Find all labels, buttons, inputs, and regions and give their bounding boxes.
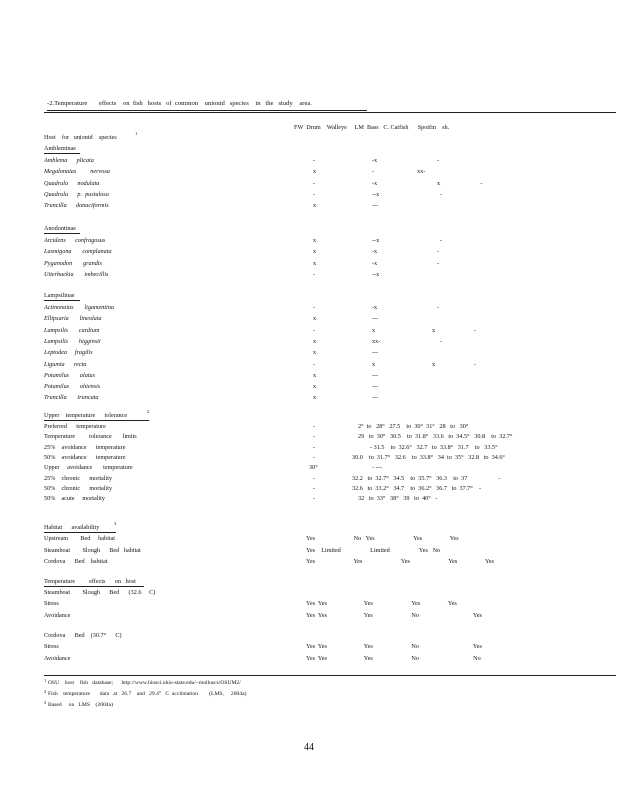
effects-underline (44, 586, 144, 587)
tolerance-values: 2° to 28° 27.5 to 30° 31° 28 to 30° (358, 423, 469, 430)
lm-bass-cell: - (372, 168, 375, 176)
other-cells: - (437, 259, 440, 267)
column-headers: FW Drum Walleye LM Bass C. Catfish Spotfin sh. (294, 124, 450, 131)
fw-drum-cell: x (313, 383, 317, 391)
tolerance-values: 29 to 30° 30.5 to 31.8° 33.6 to 34.5° 30.8 to 32.7° (358, 433, 513, 441)
title-underline (47, 110, 367, 111)
tolerance-label: 50% acute mortality (44, 495, 105, 503)
fw-drum-cell: x (313, 168, 317, 176)
other-cells: x - (432, 326, 476, 334)
footnote-text: Fish temperature data at 26.7 and 29.4° C acclimation (LMS, 2004a) (48, 691, 247, 697)
table-title: -2.Temperature effects on fish hosts of common unionid species in the study area. (47, 100, 312, 107)
footnote-text: OSU host fish database; http://www.biosci.ohio-state.edu/~molluscs/OSUM2/ (48, 680, 241, 686)
species-name: Potamilus ohiensis (44, 383, 101, 391)
page-number: 44 (304, 742, 314, 753)
other-cells: - (437, 248, 440, 256)
tolerance-fw-cell: - (313, 443, 316, 451)
effects-row-label: Stress (44, 600, 59, 607)
species-name: Arcidens confragosus (44, 237, 106, 244)
habitat-values: Yes No Yes Yes Yes (306, 535, 459, 542)
fw-drum-cell: x (313, 248, 317, 256)
lm-bass-cell: --x (372, 190, 380, 198)
tolerance-values: 32 to 33° 38° 39 to 40° - (358, 495, 438, 503)
habitat-underline (44, 532, 116, 533)
species-name: Lasmigona complanata (44, 248, 112, 256)
tolerance-values: 30.0 to 31.7° 32.6 to 33.8° 34 to 35° 32.8 to 34.6° (352, 453, 505, 461)
fw-drum-cell: - (313, 326, 316, 334)
tolerance-values: - 31.5 to 32.6° 32.7 to 33.8° 31.7 to 33.5° (370, 443, 498, 451)
tolerance-fw-cell: - (313, 474, 316, 482)
tolerance-heading-sup: 2 (147, 409, 150, 414)
other-cells: - (437, 304, 440, 311)
tolerance-label: 50% avoidance temperature (44, 453, 126, 461)
footnote-sup: 3 (44, 700, 47, 705)
tolerance-label: Preferred temperature (44, 423, 106, 430)
fw-drum-cell: x (313, 371, 317, 379)
species-name: Utterbackia imbecillis (44, 270, 109, 278)
species-name: Lampsilis higginsii (44, 337, 101, 345)
species-name: Leptodea fragilis (44, 349, 93, 357)
species-name: Potamilus alatus (44, 371, 96, 379)
fw-drum-cell: - (313, 179, 316, 187)
lm-bass-cell: -x (372, 304, 378, 311)
tolerance-fw-cell: - (313, 484, 316, 492)
species-name: Actinonaias ligamentina (44, 304, 114, 311)
species-name: Ellipsaria lineolata (44, 315, 102, 323)
footnote-text: Based on LMS (2004a) (48, 702, 113, 708)
tolerance-label: 50% chronic mortality (44, 484, 113, 492)
other-cells: - (440, 337, 443, 345)
other-cells: - (440, 190, 443, 198)
lm-bass-cell: --- (372, 383, 379, 391)
effects-values: Yes Yes Yes No No (306, 654, 481, 662)
lm-bass-cell: xx- (372, 337, 381, 345)
tolerance-fw-cell: 30° (309, 464, 318, 472)
lm-bass-cell: -x (372, 259, 378, 267)
tolerance-values: 32.6 to 33.2° 34.7 to 36.2° 36.7 to 37.7° - (352, 484, 482, 492)
species-name: Ligumia recta (44, 360, 87, 368)
tolerance-fw-cell: - (313, 423, 316, 430)
habitat-label: Cordova Bed habitat (44, 558, 108, 565)
host-label: Host for unionid species (44, 134, 117, 141)
table-bottom-rule (44, 675, 616, 676)
habitat-heading: Habitat availability (44, 524, 100, 531)
lm-bass-cell: --- (372, 315, 379, 323)
tolerance-fw-cell: - (313, 453, 316, 461)
tolerance-label: 25% chronic mortality (44, 474, 113, 482)
tolerance-values: - --- (372, 464, 382, 472)
fw-drum-cell: x (313, 394, 317, 402)
lm-bass-cell: --- (372, 394, 379, 402)
host-label-sup: 1 (135, 131, 138, 136)
fw-drum-cell: x (313, 259, 317, 267)
effects-row-label: Stress (44, 643, 59, 650)
effects-block-label: Cordova Bed (30.7° C) (44, 632, 122, 639)
tolerance-label: Temperature tolerance limits (44, 433, 137, 441)
species-name: Truncilla truncata (44, 394, 99, 402)
lm-bass-cell: -x (372, 248, 378, 256)
species-name: Quadrula p. pustulosa (44, 190, 109, 198)
fw-drum-cell: x (313, 202, 317, 210)
effects-heading: Temperature effects on host (44, 578, 136, 585)
effects-row-label: Avoidance (44, 654, 71, 662)
other-cells: x - (437, 179, 483, 187)
fw-drum-cell: - (313, 304, 316, 311)
lm-bass-cell: x (372, 326, 376, 334)
fw-drum-cell: - (313, 190, 316, 198)
species-name: Megalonaias nervosa (44, 168, 110, 176)
fw-drum-cell: x (313, 349, 317, 357)
other-cells: xx- (417, 168, 426, 176)
other-cells: x - (432, 360, 476, 368)
tolerance-heading: Upper temperature tolerance (44, 412, 128, 419)
section-underline (44, 153, 80, 154)
section-underline (44, 300, 80, 301)
effects-values: Yes Yes Yes No Yes (306, 611, 482, 619)
species-name: Amblema plicata (44, 157, 94, 164)
lm-bass-cell: -x (372, 179, 378, 187)
species-name: Pyganodon grandis (44, 259, 102, 267)
habitat-heading-sup: 3 (114, 521, 117, 526)
tolerance-label: 25% avoidance temperature (44, 443, 126, 451)
habitat-values: Yes Yes Yes Yes Yes (306, 558, 494, 565)
lm-bass-cell: --- (372, 371, 379, 379)
fw-drum-cell: x (313, 237, 317, 244)
lm-bass-cell: --- (372, 349, 379, 357)
lm-bass-cell: --- (372, 202, 379, 210)
footnote-sup: 2 (44, 689, 47, 694)
other-cells: - (440, 237, 443, 244)
section-heading: Lampsilinae (44, 292, 75, 299)
effects-values: Yes Yes Yes Yes Yes (306, 600, 457, 607)
fw-drum-cell: - (313, 157, 316, 164)
lm-bass-cell: x (372, 360, 376, 368)
section-underline (44, 233, 80, 234)
tolerance-values: 32.2 to 32.7° 34.5 to 35.7° 36.3 to 37 - (352, 474, 501, 482)
tolerance-fw-cell: - (313, 495, 316, 503)
lm-bass-cell: --x (372, 270, 380, 278)
table-top-rule (44, 112, 616, 113)
species-name: Lampsilis cardium (44, 326, 100, 334)
lm-bass-cell: -x (372, 157, 378, 164)
habitat-label: Steamboat Slough Bed habitat (44, 546, 141, 554)
habitat-values: Yes Limited Limited Yes No (306, 546, 441, 554)
fw-drum-cell: - (313, 360, 316, 368)
species-name: Quadrula nodulata (44, 179, 100, 187)
fw-drum-cell: x (313, 337, 317, 345)
effects-row-label: Avoidance (44, 611, 71, 619)
fw-drum-cell: - (313, 270, 316, 278)
habitat-label: Upstream Bed habitat (44, 535, 115, 542)
effects-block-label: Steamboat Slough Bed (32.6 C) (44, 589, 156, 596)
effects-values: Yes Yes Yes No Yes (306, 643, 482, 650)
section-heading: Ambleminae (44, 145, 76, 152)
footnote-sup: 1 (44, 678, 47, 683)
fw-drum-cell: x (313, 315, 317, 323)
lm-bass-cell: --x (372, 237, 380, 244)
tolerance-fw-cell: - (313, 433, 316, 441)
tolerance-label: Upper avoidance temperature (44, 464, 133, 472)
section-heading: Anodontinae (44, 225, 76, 232)
other-cells: - (437, 157, 440, 164)
species-name: Truncilla donaciformis (44, 202, 109, 210)
tolerance-underline (44, 420, 149, 421)
